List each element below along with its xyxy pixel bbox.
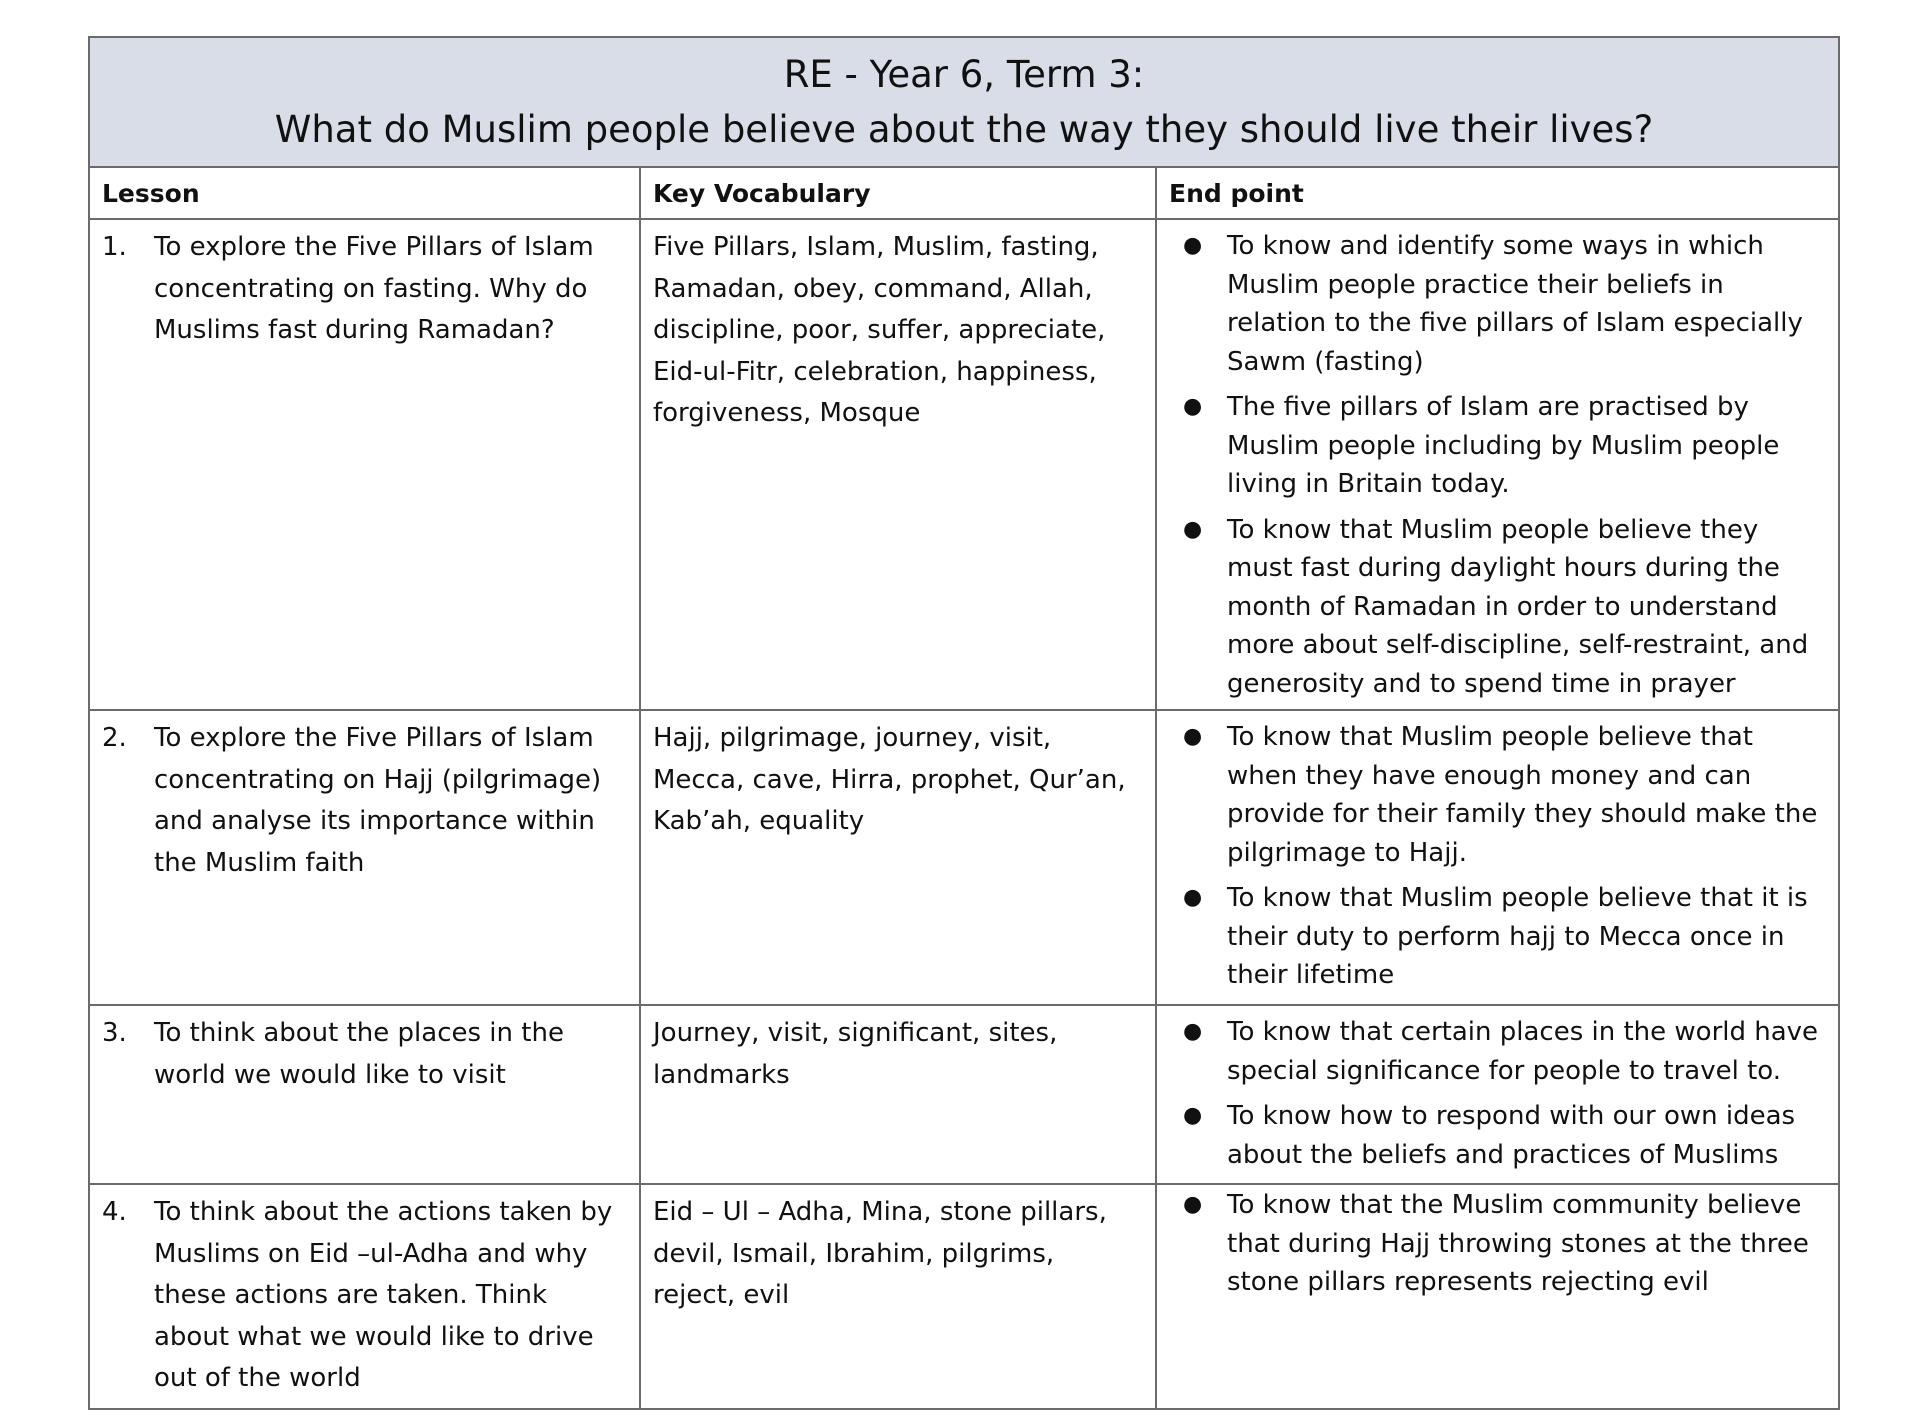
end-point-text: To know that certain places in the world have special significance for people to travel to. [1227, 1017, 1819, 1086]
end-point-item [1169, 511, 1826, 704]
end-point-text: To know that Muslim people believe that when they have enough money and can provide for their family they should make the pilgrimage to Hajj. [1227, 722, 1818, 868]
lesson-number: 2. [102, 723, 127, 753]
end-point-text: To know and identify some ways in which Muslim people practice their beliefs in relation to the five pillars of Islam especially Sawm (fasting) [1227, 231, 1803, 377]
lesson-description: To explore the Five Pillars of Islam concentrating on Hajj (pilgrimage) and analyse its importance within the Muslim faith [154, 723, 602, 878]
bullet-icon: ● [1183, 885, 1203, 910]
bullet-icon: ● [1183, 516, 1203, 542]
bullet-icon: ● [1183, 1192, 1203, 1217]
lesson-table [90, 168, 1838, 1408]
end-point-text: To know how to respond with our own ideas about the beliefs and practices of Muslims [1227, 1101, 1796, 1170]
end-point-item [1169, 227, 1826, 381]
lesson-cell [90, 219, 640, 710]
lesson-description: To think about the places in the world we would like to visit [154, 1018, 564, 1090]
end-point-cell [1156, 219, 1838, 710]
lesson-cell [90, 1005, 640, 1184]
end-point-text: To know that the Muslim community believe that during Hajj throwing stones at the three stone pillars represents rejecting evil [1227, 1190, 1809, 1297]
bullet-icon: ● [1183, 1103, 1203, 1128]
table-row [90, 710, 1838, 1005]
header-row [90, 168, 1838, 219]
header-lesson: Lesson [90, 168, 640, 219]
lesson-number: 3. [102, 1018, 127, 1048]
end-point-item [1169, 879, 1826, 995]
header-key-vocabulary: Key Vocabulary [640, 168, 1156, 219]
end-point-cell [1156, 1005, 1838, 1184]
end-point-item [1169, 388, 1826, 504]
title-banner [90, 38, 1838, 168]
bullet-icon: ● [1183, 724, 1203, 749]
end-point-text: To know that Muslim people believe they must fast during daylight hours during the month of Ramadan in order to understand more about self-discipline, self-restraint, and generosity and to spend time in prayer [1227, 514, 1809, 699]
table-row [90, 219, 1838, 710]
title-line-2: What do Muslim people believe about the way they should live their lives? [274, 108, 1654, 151]
vocabulary-cell: Five Pillars, Islam, Muslim, fasting, Ramadan, obey, command, Allah, discipline, poor, suffer, appreciate, Eid-ul-Fitr, celebration, happiness, forgiveness, Mosque [640, 219, 1156, 710]
vocabulary-cell: Journey, visit, significant, sites, landmarks [640, 1005, 1156, 1184]
lesson-cell [90, 1184, 640, 1408]
lesson-number: 4. [102, 1197, 127, 1227]
lesson-description: To think about the actions taken by Muslims on Eid –ul-Adha and why these actions are taken. Think about what we would like to drive out of the world [154, 1197, 613, 1393]
bullet-icon: ● [1183, 394, 1203, 419]
end-point-item [1169, 1013, 1826, 1090]
lesson-cell [90, 710, 640, 1005]
bullet-icon: ● [1183, 1019, 1203, 1044]
header-end-point: End point [1156, 168, 1838, 219]
end-point-item [1169, 1097, 1826, 1174]
vocabulary-cell: Hajj, pilgrimage, journey, visit, Mecca, cave, Hirra, prophet, Qur’an, Kab’ah, equality [640, 710, 1156, 1005]
end-point-cell [1156, 1184, 1838, 1408]
bullet-icon: ● [1183, 233, 1203, 258]
end-point-text: The five pillars of Islam are practised by Muslim people including by Muslim people living in Britain today. [1227, 392, 1780, 499]
end-point-text: To know that Muslim people believe that it is their duty to perform hajj to Mecca once in their lifetime [1227, 883, 1808, 990]
vocabulary-cell: Eid – Ul – Adha, Mina, stone pillars, devil, Ismail, Ibrahim, pilgrims, reject, evil [640, 1184, 1156, 1408]
lesson-description: To explore the Five Pillars of Islam concentrating on fasting. Why do Muslims fast during Ramadan? [154, 232, 594, 345]
lesson-number: 1. [102, 232, 127, 262]
title-line-1: RE - Year 6, Term 3: [783, 53, 1145, 96]
table-row [90, 1184, 1838, 1408]
end-point-cell [1156, 710, 1838, 1005]
table-row [90, 1005, 1838, 1184]
curriculum-table-sheet [88, 36, 1840, 1410]
end-point-item [1169, 1186, 1826, 1302]
end-point-item [1169, 718, 1826, 872]
